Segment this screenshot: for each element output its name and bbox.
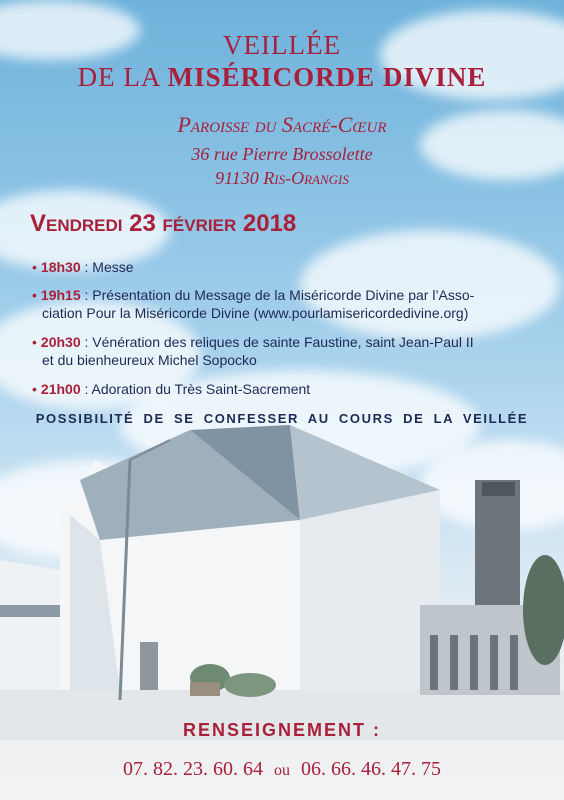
program-time: 20h30 [40, 334, 81, 350]
cloud [300, 230, 560, 340]
program-time: 21h00 [40, 381, 81, 397]
title-main: MISÉRICORDE DIVINE [167, 62, 487, 92]
program-item [32, 380, 542, 398]
church-illustration [0, 420, 564, 740]
program-text-cont: et du bienheureux Michel Sopocko [42, 352, 257, 368]
address-street: 36 rue Pierre Brossolette [191, 144, 373, 164]
title-prefix: DE LA [77, 62, 160, 92]
program-item [32, 286, 542, 322]
program-text: : Présentation du Message de la Miséricorde Divine par l’Asso- [80, 287, 475, 303]
phone-separator: ou [274, 762, 290, 779]
program-time: 18h30 [40, 259, 81, 275]
info-label: RENSEIGNEMENT : [182, 720, 381, 740]
phone-numbers [0, 758, 564, 781]
program-text: : Adoration du Très Saint-Sacrement [80, 381, 311, 397]
phone-1[interactable]: 07. 82. 23. 60. 64 [123, 758, 263, 780]
title-line-2 [0, 62, 564, 93]
program-text: : Vénération des reliques de sainte Faustine, saint Jean-Paul II [80, 334, 474, 350]
bullet-icon: • [32, 287, 37, 303]
address-city: 91130 Ris-Orangis [215, 168, 349, 188]
bullet-icon: • [32, 334, 37, 350]
program-time: 19h15 [40, 287, 81, 303]
event-date: Vendredi 23 février 2018 [30, 210, 297, 237]
bullet-icon: • [32, 259, 37, 275]
title-line-1: VEILLÉE [223, 30, 341, 60]
phone-2[interactable]: 06. 66. 46. 47. 75 [301, 758, 441, 780]
program-item [32, 333, 542, 369]
confession-note: POSSIBILITÉ DE SE CONFESSER AU COURS DE LA VEILLÉE [35, 411, 529, 426]
parish-name: Paroisse du Sacré-Cœur [177, 112, 387, 137]
program-text-cont: ciation Pour la Miséricorde Divine (www.pourlamisericordedivine.org) [42, 305, 469, 321]
bullet-icon: • [32, 381, 37, 397]
program-item [32, 258, 542, 276]
program-text: : Messe [80, 259, 134, 275]
